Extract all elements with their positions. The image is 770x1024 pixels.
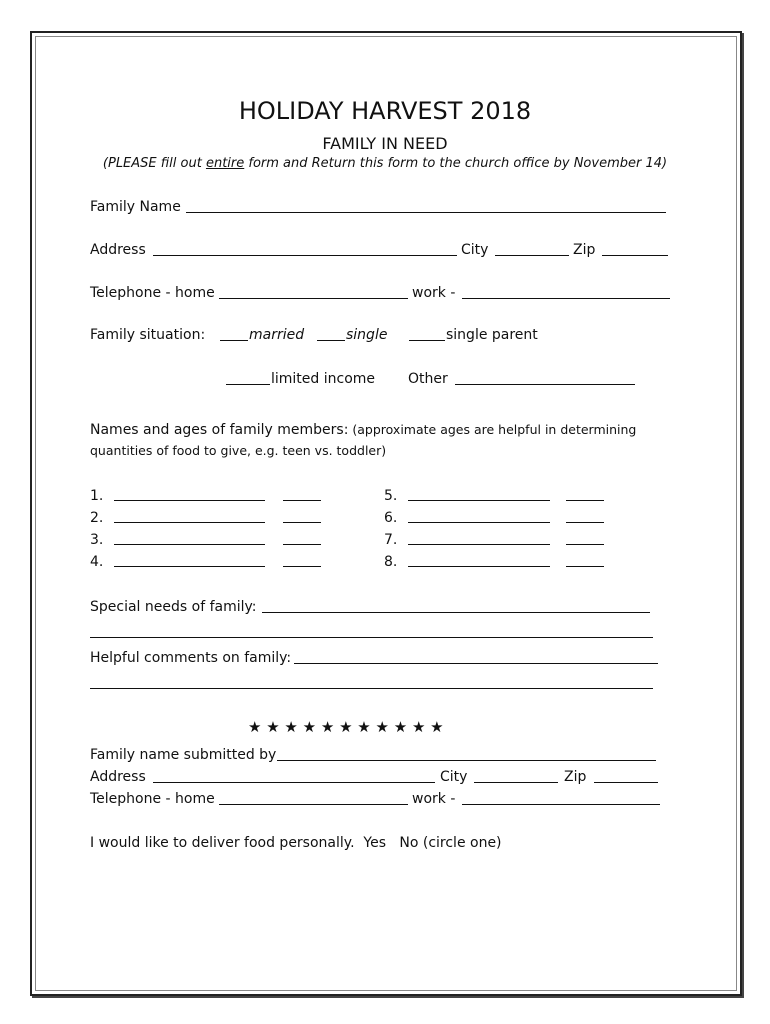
star-divider: ★ ★ ★ ★ ★ ★ ★ ★ ★ ★ ★ xyxy=(248,718,444,736)
submitter-work-label: work - xyxy=(412,791,456,807)
single-parent-blank[interactable] xyxy=(409,340,445,341)
member-name-field[interactable] xyxy=(114,522,265,523)
member-number-7: 7. xyxy=(384,532,398,548)
member-number-5: 5. xyxy=(384,488,398,504)
submitter-city-field[interactable] xyxy=(474,782,558,783)
members-note-1: (approximate ages are helpful in determining xyxy=(348,422,637,437)
member-age-field[interactable] xyxy=(283,566,321,567)
family-situation-label: Family situation: xyxy=(90,327,206,343)
member-age-field[interactable] xyxy=(283,500,321,501)
instructions-post: form and Return this form to the church office by November 14) xyxy=(244,156,668,171)
married-option: married xyxy=(249,327,305,343)
member-number-8: 8. xyxy=(384,554,398,570)
submitted-by-field[interactable] xyxy=(277,760,656,761)
single-option: single xyxy=(346,327,388,343)
members-heading xyxy=(90,421,636,439)
member-name-field[interactable] xyxy=(408,566,550,567)
submitter-zip-field[interactable] xyxy=(594,782,658,783)
address-field[interactable] xyxy=(153,255,457,256)
family-name-field[interactable] xyxy=(186,212,666,213)
member-age-field[interactable] xyxy=(566,500,604,501)
limited-income-blank[interactable] xyxy=(226,384,270,385)
special-needs-field[interactable] xyxy=(262,612,650,613)
member-number-2: 2. xyxy=(90,510,104,526)
telephone-home-label: Telephone - home xyxy=(90,285,215,301)
members-heading-text: Names and ages of family members: xyxy=(90,422,349,438)
helpful-comments-field-line-2[interactable] xyxy=(90,688,653,689)
form-title: HOLIDAY HARVEST 2018 xyxy=(238,97,532,125)
member-age-field[interactable] xyxy=(283,522,321,523)
submitter-city-label: City xyxy=(440,769,468,785)
member-number-1: 1. xyxy=(90,488,104,504)
submitter-telephone-field[interactable] xyxy=(219,804,408,805)
submitter-address-field[interactable] xyxy=(153,782,435,783)
delivery-question[interactable]: I would like to deliver food personally. Yes No (circle one) xyxy=(90,835,502,851)
instructions-pre: (PLEASE fill out xyxy=(102,156,206,171)
married-blank[interactable] xyxy=(220,340,248,341)
form-instructions xyxy=(0,155,770,173)
limited-income-option: limited income xyxy=(271,371,376,387)
form-subtitle: FAMILY IN NEED xyxy=(322,134,448,153)
single-parent-option: single parent xyxy=(446,327,538,343)
member-age-field[interactable] xyxy=(566,522,604,523)
member-name-field[interactable] xyxy=(114,500,265,501)
submitter-work-field[interactable] xyxy=(462,804,660,805)
member-name-field[interactable] xyxy=(408,500,550,501)
city-label: City xyxy=(461,242,489,258)
member-number-3: 3. xyxy=(90,532,104,548)
members-note-2: quantities of food to give, e.g. teen vs. toddler) xyxy=(90,443,387,458)
telephone-home-field[interactable] xyxy=(219,298,408,299)
helpful-comments-field[interactable] xyxy=(294,663,658,664)
zip-label: Zip xyxy=(573,242,596,258)
helpful-comments-label: Helpful comments on family: xyxy=(90,650,292,666)
member-name-field[interactable] xyxy=(114,544,265,545)
work-label: work - xyxy=(412,285,456,301)
single-blank[interactable] xyxy=(317,340,345,341)
address-label: Address xyxy=(90,242,146,258)
submitted-by-label: Family name submitted by xyxy=(90,747,277,763)
member-number-4: 4. xyxy=(90,554,104,570)
member-age-field[interactable] xyxy=(566,566,604,567)
zip-field[interactable] xyxy=(602,255,668,256)
submitter-zip-label: Zip xyxy=(564,769,587,785)
other-field[interactable] xyxy=(455,384,635,385)
submitter-address-label: Address xyxy=(90,769,146,785)
member-age-field[interactable] xyxy=(566,544,604,545)
member-name-field[interactable] xyxy=(408,522,550,523)
family-name-label: Family Name xyxy=(90,199,181,215)
instructions-emphasis: entire xyxy=(205,156,245,171)
member-number-6: 6. xyxy=(384,510,398,526)
special-needs-label: Special needs of family: xyxy=(90,599,257,615)
other-label: Other xyxy=(408,371,448,387)
submitter-telephone-label: Telephone - home xyxy=(90,791,215,807)
special-needs-field-line-2[interactable] xyxy=(90,637,653,638)
work-field[interactable] xyxy=(462,298,670,299)
member-name-field[interactable] xyxy=(114,566,265,567)
member-name-field[interactable] xyxy=(408,544,550,545)
city-field[interactable] xyxy=(495,255,569,256)
member-age-field[interactable] xyxy=(283,544,321,545)
